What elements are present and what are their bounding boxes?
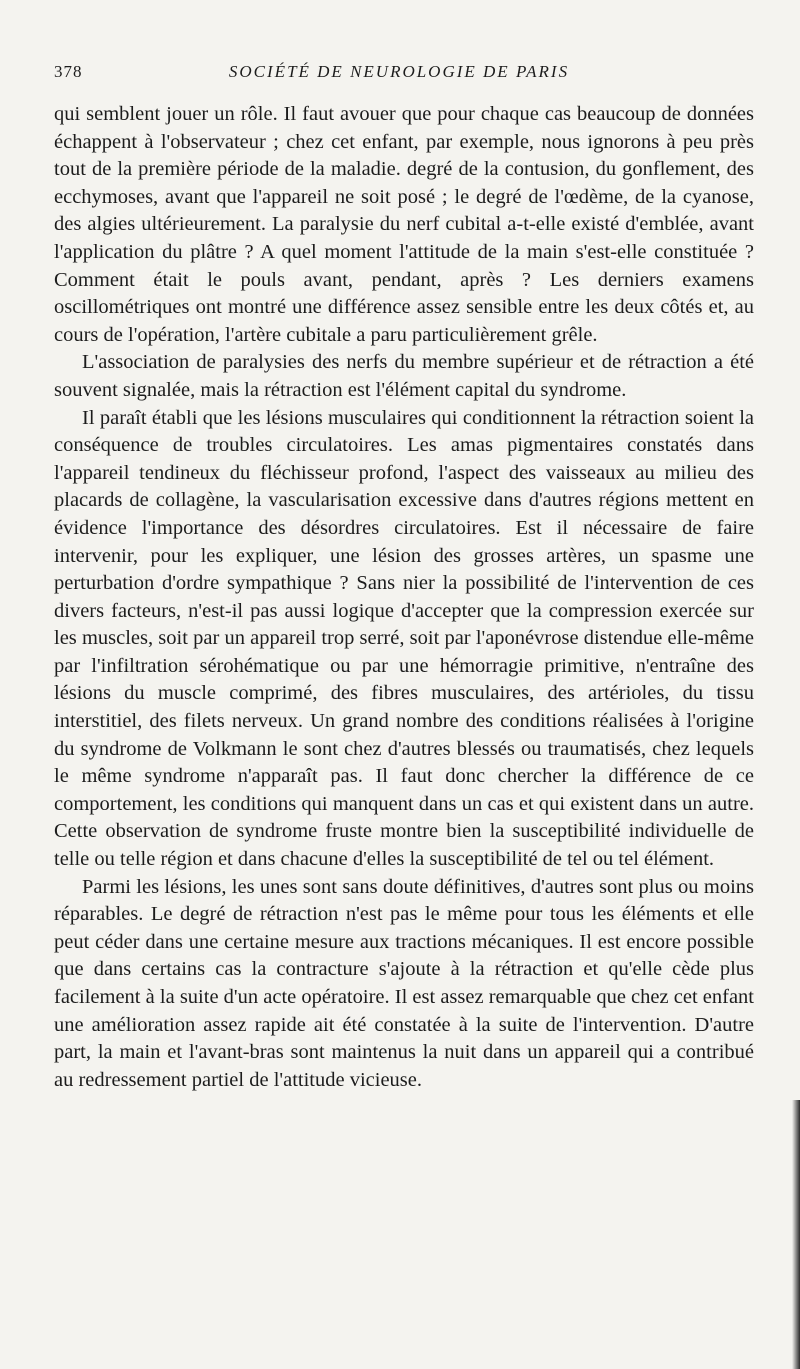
- running-head: [54, 62, 744, 88]
- page-number: 378: [54, 62, 83, 81]
- paragraph-4: Parmi les lésions, les unes sont sans doute définitives, d'autres sont plus ou moins réparables. Le degré de rétraction n'est pas le même pour tous les éléments et elle peut céder dans une certaine mesure aux tractions mécaniques. Il est encore possible que dans certains cas la contracture s'ajoute à la rétraction et qu'elle cède plus facilement à la suite d'un acte opératoire. Il est assez remarquable que chez cet enfant une amélioration assez rapide ait été constatée à la suite de l'intervention. D'autre part, la main et l'avant-bras sont maintenus la nuit dans un appareil qui a contribué au redressement partiel de l'attitude vicieuse.: [54, 875, 754, 1091]
- paragraph-2: L'association de paralysies des nerfs du membre supérieur et de rétraction a été souvent signalée, mais la rétraction est l'élément capital du syndrome.: [54, 351, 754, 401]
- page-edge-shadow: [792, 1100, 800, 1369]
- journal-title: SOCIÉTÉ DE NEUROLOGIE DE PARIS: [228, 62, 570, 81]
- paragraph-1: qui semblent jouer un rôle. Il faut avouer que pour chaque cas beaucoup de données échappent à l'observateur ; chez cet enfant, par exemple, nous ignorons à peu près tout de la première période de la maladie. degré de la contusion, du gonflement, des ecchymoses, avant que l'appareil ne soit posé ; le degré de l'œdème, de la cyanose, des algies ultérieurement. La paralysie du nerf cubital a-t-elle existé d'emblée, avant l'application du plâtre ? A quel moment l'attitude de la main s'est-elle constituée ? Comment était le pouls avant, pendant, après ? Les derniers examens oscillométriques ont montré une différence assez sensible entre les deux côtés et, au cours de l'opération, l'artère cubitale a paru particulièrement grêle.: [54, 103, 754, 346]
- paragraph-3: Il paraît établi que les lésions musculaires qui conditionnent la rétraction soient la conséquence de troubles circulatoires. Les amas pigmentaires constatés dans l'appareil tendineux du fléchisseur profond, l'aspect des vaisseaux au milieu des placards de collagène, la vascularisation excessive dans d'autres régions mettent en évidence l'importance des désordres circulatoires. Est il nécessaire de faire intervenir, pour les expliquer, une lésion des grosses artères, un spasme une perturbation d'ordre sympathique ? Sans nier la possibilité de l'intervention de ces divers facteurs, n'est-il pas aussi logique d'accepter que la compression exercée sur les muscles, soit par un appareil trop serré, soit par l'aponévrose distendue elle-même par l'infiltration sérohématique ou par une hémorragie primitive, n'entraîne des lésions du muscle comprimé, des fibres musculaires, des artérioles, du tissu interstitiel, des filets nerveux. Un grand nombre des conditions réalisées à l'origine du syndrome de Volkmann le sont chez d'autres blessés ou traumatisés, chez lequels le même syndrome n'apparaît pas. Il faut donc chercher la différence de ce comportement, les conditions qui manquent dans un cas et qui existent dans un autre. Cette observation de syndrome fruste montre bien la susceptibilité individuelle de telle ou telle région et dans chacune d'elles la susceptibilité de tel ou tel élément.: [54, 406, 754, 871]
- body-text: [54, 101, 754, 1094]
